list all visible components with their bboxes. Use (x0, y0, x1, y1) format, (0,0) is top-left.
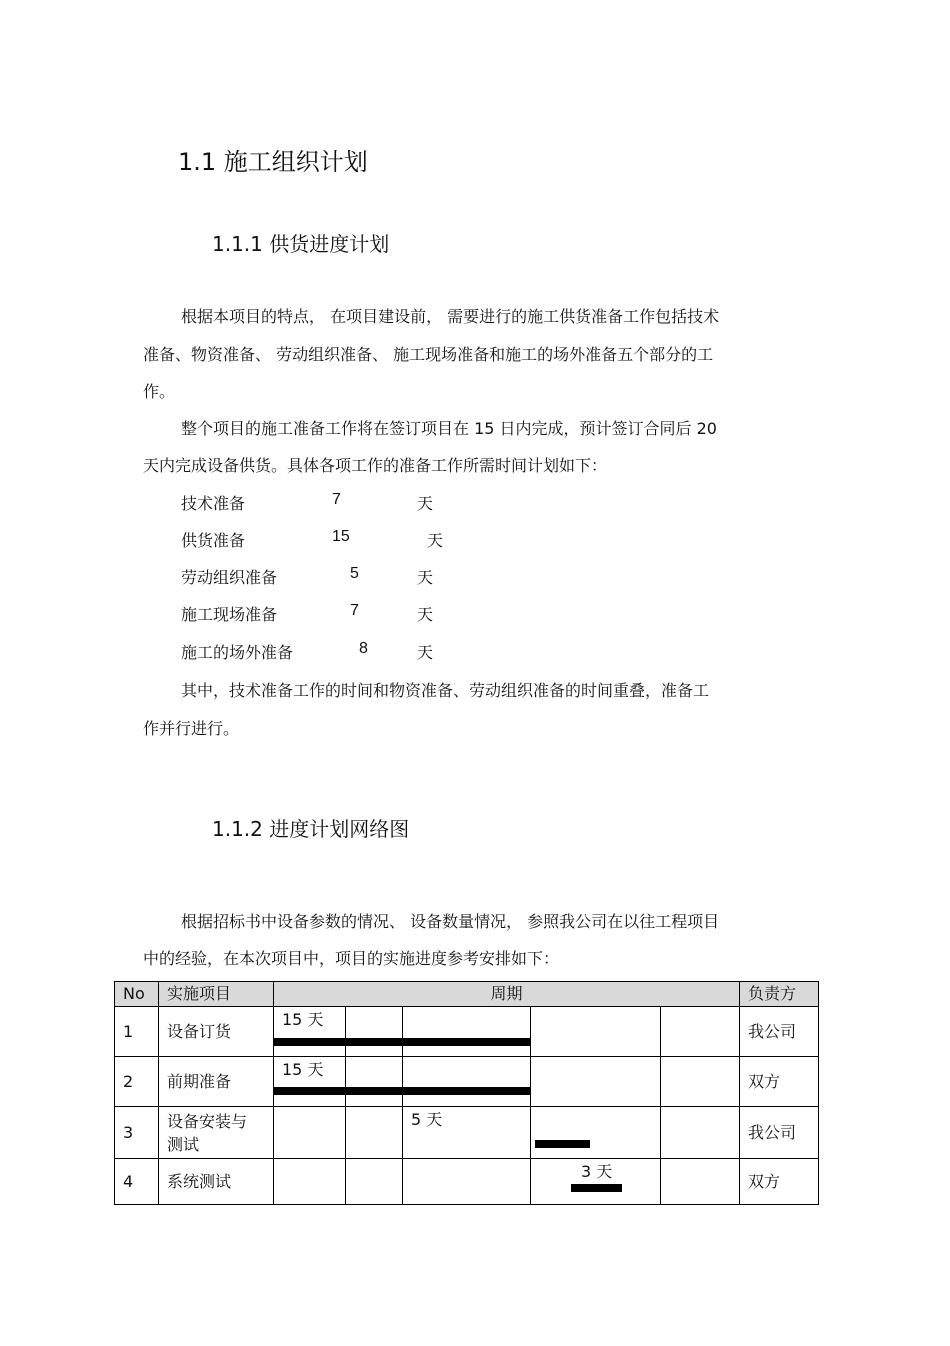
period-cell (661, 1107, 740, 1159)
row-item-line-2: 测试 (167, 1134, 200, 1154)
prep-item-name: 供货准备 (181, 531, 246, 550)
period-cell (661, 1007, 740, 1057)
header-no: No (115, 982, 159, 1007)
row-no: 1 (115, 1007, 159, 1057)
row-item: 系统测试 (159, 1159, 274, 1205)
schedule-table (114, 981, 819, 1205)
period-cell (531, 1107, 661, 1159)
prep-item-name: 施工现场准备 (181, 605, 278, 624)
row-no: 3 (115, 1107, 159, 1159)
prep-item-unit: 天 (417, 494, 434, 513)
header-period: 周期 (274, 982, 740, 1007)
prep-item-unit: 天 (427, 531, 444, 550)
prep-item-name: 技术准备 (181, 494, 246, 513)
paragraph-2-line-1: 整个项目的施工准备工作将在签订项目在 15 日内完成，预计签订合同后 20 (181, 419, 717, 438)
prep-item-days: 8 (359, 640, 368, 657)
period-cell (403, 1107, 531, 1159)
period-cell (403, 1057, 531, 1107)
table-row (115, 1057, 819, 1107)
row-item: 前期准备 (159, 1057, 274, 1107)
period-cell (661, 1057, 740, 1107)
duration-label: 15 天 (282, 1060, 324, 1079)
row-item-line-1: 设备安装与 (167, 1111, 248, 1131)
paragraph-1-line-1: 根据本项目的特点， 在项目建设前， 需要进行的施工供货准备工作包括技术 (181, 307, 720, 326)
prep-item-days: 7 (350, 602, 359, 619)
table-row (115, 1007, 819, 1057)
paragraph-4-line-2: 中的经验，在本次项目中，项目的实施进度参考安排如下： (143, 949, 560, 968)
period-cell (531, 1159, 661, 1205)
row-no: 4 (115, 1159, 159, 1205)
period-cell (274, 1159, 346, 1205)
paragraph-1-line-3: 作。 (143, 382, 176, 401)
paragraph-4-line-1: 根据招标书中设备参数的情况、 设备数量情况， 参照我公司在以往工程项目 (181, 912, 720, 931)
prep-item-unit: 天 (417, 568, 434, 587)
prep-item-days: 15 (332, 528, 350, 545)
period-cell (531, 1007, 661, 1057)
period-cell (661, 1159, 740, 1205)
prep-item-days: 5 (350, 565, 359, 582)
section-title: 1.1 施工组织计划 (178, 148, 368, 176)
period-cell (403, 1007, 531, 1057)
period-cell (346, 1159, 403, 1205)
prep-item-unit: 天 (417, 605, 434, 624)
period-cell (346, 1007, 403, 1057)
subsection-title-supply-schedule: 1.1.1 供货进度计划 (212, 232, 390, 256)
paragraph-1-line-2: 准备、物资准备、 劳动组织准备、 施工现场准备和施工的场外准备五个部分的工 (143, 345, 714, 364)
row-owner: 我公司 (740, 1007, 819, 1057)
period-cell (531, 1057, 661, 1107)
duration-label: 5 天 (411, 1110, 443, 1129)
row-item (159, 1107, 274, 1159)
gantt-bar (535, 1140, 590, 1148)
table-row (115, 1107, 819, 1159)
header-owner: 负责方 (740, 982, 819, 1007)
duration-label: 3 天 (581, 1162, 613, 1181)
schedule-header-row (115, 982, 819, 1007)
paragraph-2-line-2: 天内完成设备供货。具体各项工作的准备工作所需时间计划如下： (143, 456, 608, 475)
period-cell (403, 1159, 531, 1205)
subsection-title-network-diagram: 1.1.2 进度计划网络图 (212, 817, 410, 841)
row-no: 2 (115, 1057, 159, 1107)
row-owner: 双方 (740, 1159, 819, 1205)
paragraph-3-line-2: 作并行进行。 (143, 719, 240, 738)
duration-label: 15 天 (282, 1010, 324, 1029)
row-owner: 双方 (740, 1057, 819, 1107)
period-cell (346, 1107, 403, 1159)
prep-item-name: 施工的场外准备 (181, 643, 294, 662)
gantt-bar (571, 1184, 622, 1192)
prep-item-name: 劳动组织准备 (181, 568, 278, 587)
period-cell (274, 1107, 346, 1159)
table-row (115, 1159, 819, 1205)
header-item: 实施项目 (159, 982, 274, 1007)
period-cell (346, 1057, 403, 1107)
period-cell (274, 1057, 346, 1107)
prep-item-days: 7 (332, 491, 341, 508)
period-cell (274, 1007, 346, 1057)
row-owner: 我公司 (740, 1107, 819, 1159)
prep-item-unit: 天 (417, 643, 434, 662)
paragraph-3-line-1: 其中，技术准备工作的时间和物资准备、劳动组织准备的时间重叠，准备工 (181, 681, 710, 700)
row-item: 设备订货 (159, 1007, 274, 1057)
